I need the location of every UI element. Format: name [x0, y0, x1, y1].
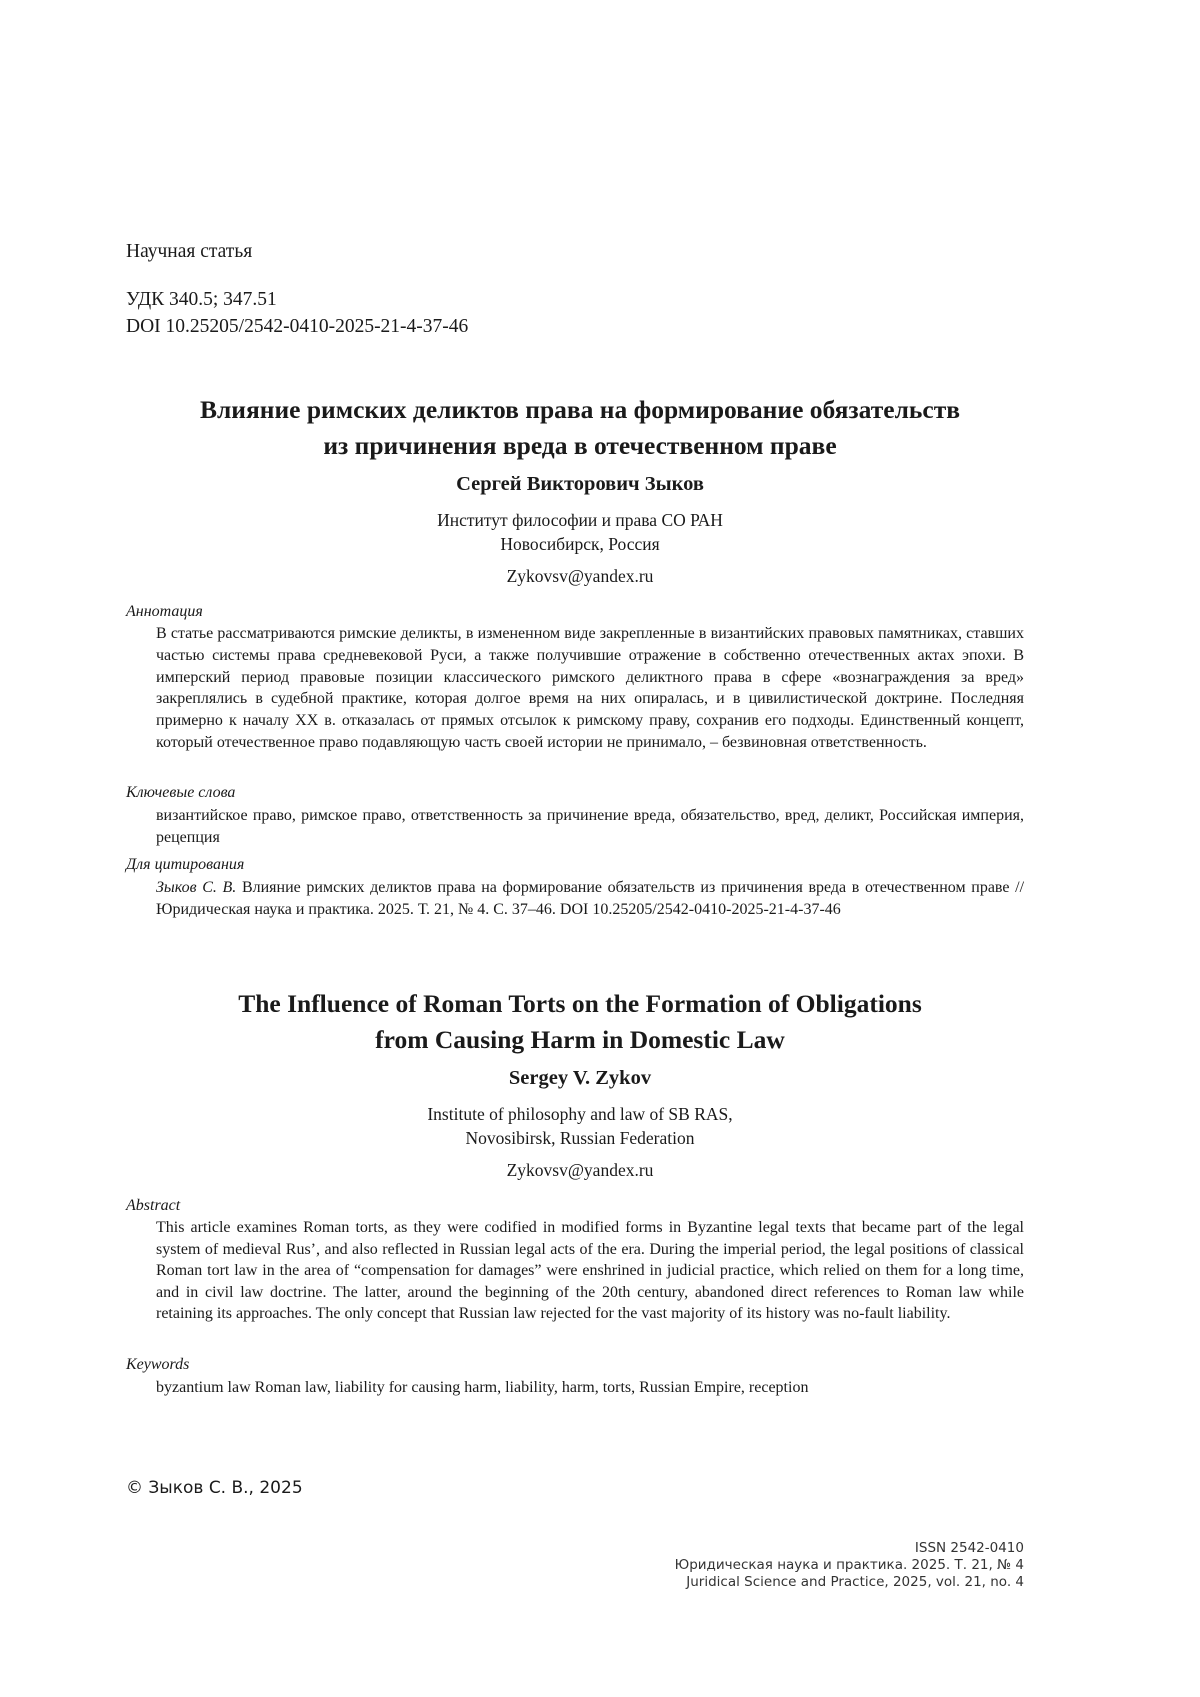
- doi[interactable]: DOI 10.25205/2542-0410-2025-21-4-37-46: [126, 316, 469, 337]
- ru-author: Сергей Викторович Зыков: [456, 473, 704, 495]
- en-keywords-text: byzantium law Roman law, liability for causing harm, liability, harm, torts, Russian Empire, reception: [156, 1379, 809, 1396]
- ru-abstract-text: В статье рассматриваются римские деликты, в измененном виде закрепленные в византийских правовых памятниках, ставших частью системы права средневековой Руси, а также получившие отражение в собственно отечественных актах эпохи. В имперский период правовые позиции классического римского деликтного права в сфере «вознаграждения за вред» закреплялись в судебной практике, которая долгое время на них опиралась, и в цивилистической доктрине. Последняя примерно к началу XX в. отказалась от прямых отсылок к римскому праву, сохранив его подходы. Единственный концепт, который отечественное право подавляющую часть своей истории не принимало, – безвиновная ответственность.: [156, 625, 1024, 751]
- ru-affiliation-line-2: Новосибирск, Россия: [500, 534, 660, 554]
- article-type: Научная статья: [126, 241, 253, 262]
- ru-affiliation-line-1: Институт философии и права СО РАН: [437, 510, 723, 530]
- en-keywords-label: Keywords: [126, 1356, 190, 1373]
- en-author: Sergey V. Zykov: [508, 1067, 652, 1089]
- ru-affiliation: [126, 508, 1034, 556]
- ru-citation-label: Для цитирования: [126, 856, 245, 873]
- issn: ISSN 2542-0410: [914, 1540, 1024, 1556]
- ru-keywords-label: Ключевые слова: [126, 784, 236, 801]
- en-affiliation-line-2: Novosibirsk, Russian Federation: [465, 1128, 695, 1148]
- en-email[interactable]: Zykovsv@yandex.ru: [506, 1160, 654, 1180]
- en-affiliation: [126, 1102, 1034, 1150]
- ru-abstract-label: Аннотация: [126, 603, 203, 620]
- en-affiliation-line-1: Institute of philosophy and law of SB RAS,: [427, 1104, 733, 1124]
- ru-citation: [156, 877, 1024, 921]
- journal-en: Juridical Science and Practice, 2025, vol. 21, no. 4: [686, 1574, 1024, 1590]
- ru-keywords-text: византийское право, римское право, ответственность за причинение вреда, обязательство, вред, деликт, Российская империя, рецепция: [156, 807, 1024, 846]
- udk-code: УДК 340.5; 347.51: [126, 289, 277, 310]
- en-title-line-2: from Causing Harm in Domestic Law: [375, 1025, 785, 1054]
- ru-citation-text: Влияние римских деликтов права на формирование обязательств из причинения вреда в отечественном праве // Юридическая наука и практика. 2025. Т. 21, № 4. С. 37–46. DOI 10.25205/2542-0410-2025-21-4-37-46: [156, 879, 1025, 918]
- ru-title-line-1: Влияние римских деликтов права на формирование обязательств: [199, 395, 961, 424]
- copyright: © Зыков С. В., 2025: [126, 1478, 303, 1498]
- en-abstract-text: This article examines Roman torts, as they were codified in modified forms in Byzantine legal texts that became part of the legal system of medieval Rus’, and also reflected in Russian legal acts of the era. During the imperial period, the legal positions of classical Roman tort law in the area of “compensation for damages” were enshrined in judicial practice, which relied on them for a long time, and in civil law doctrine. The latter, around the beginning of the 20th century, abandoned direct references to Roman law while retaining its approaches. The only concept that Russian law rejected for the vast majority of its history was no-fault liability.: [156, 1219, 1024, 1323]
- en-abstract-label: Abstract: [126, 1197, 181, 1214]
- journal-footer: [675, 1540, 1024, 1591]
- en-title-line-1: The Influence of Roman Torts on the Formation of Obligations: [238, 989, 922, 1018]
- journal-ru: Юридическая наука и практика. 2025. Т. 21, № 4: [674, 1557, 1024, 1573]
- en-title: [126, 986, 1034, 1058]
- article-header: [126, 238, 468, 340]
- ru-email[interactable]: Zykovsv@yandex.ru: [506, 566, 654, 586]
- ru-citation-author: Зыков С. В.: [156, 879, 237, 896]
- ru-title: [126, 392, 1034, 464]
- ru-title-line-2: из причинения вреда в отечественном праве: [323, 431, 837, 460]
